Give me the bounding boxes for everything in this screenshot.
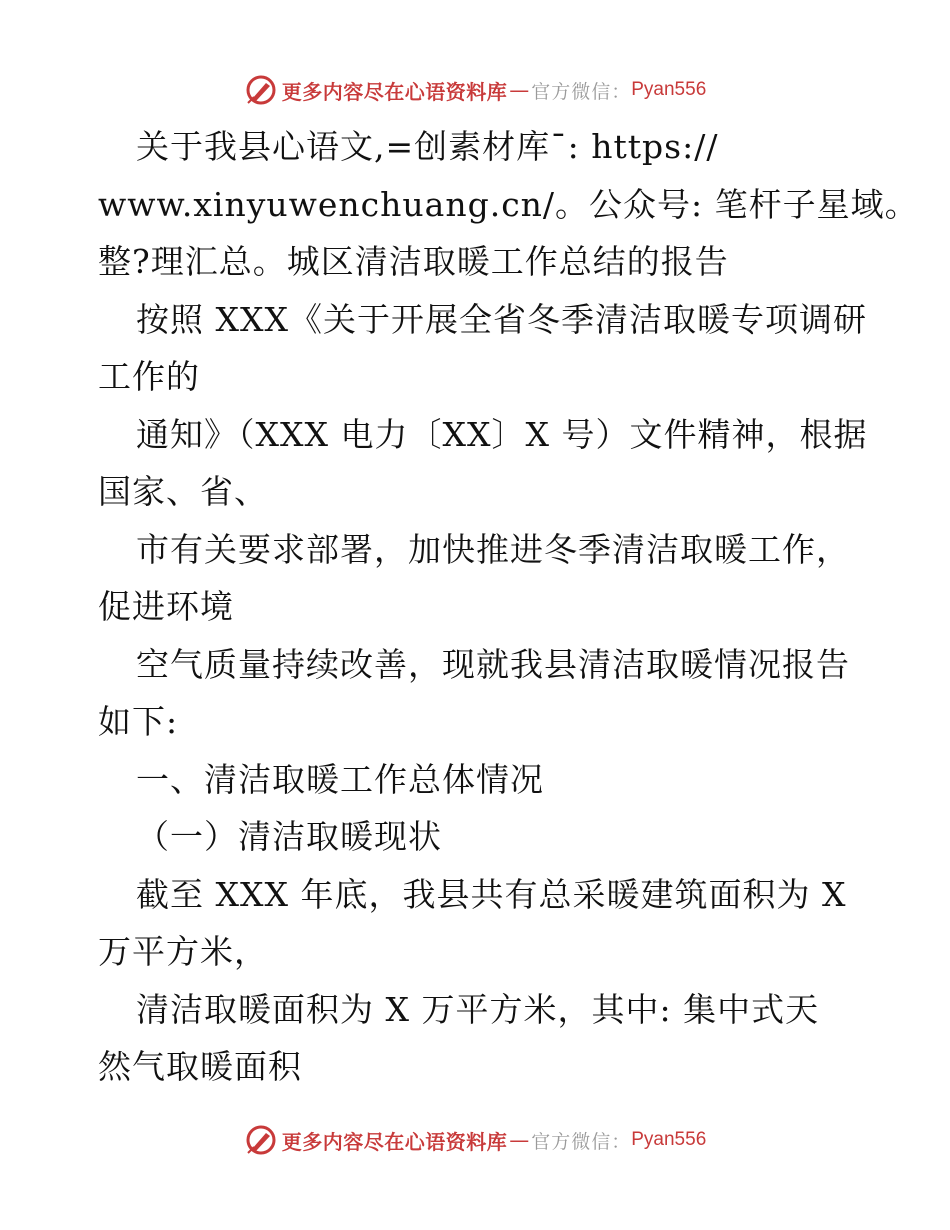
header-banner [0, 70, 950, 110]
banner-separator: — [509, 1128, 530, 1152]
document-body [98, 118, 919, 1096]
pen-circle-logo-icon [244, 1123, 278, 1157]
subsection-heading: （一）清洁取暖现状 [136, 817, 442, 856]
banner-contact-handle: Pyan556 [631, 79, 707, 100]
banner-slogan: 更多内容尽在心语资料库 [281, 1129, 508, 1154]
doc-line: 万平方米， [98, 932, 268, 971]
doc-line: 然气取暖面积 [98, 1047, 302, 1086]
banner-slogan: 更多内容尽在心语资料库 [281, 79, 508, 104]
banner-contact-handle: Pyan556 [631, 1129, 707, 1150]
pen-circle-logo-icon [244, 73, 278, 107]
doc-line: 国家、省、 [98, 472, 268, 511]
doc-line: 工作的 [98, 357, 200, 396]
banner-contact-label: 官方微信： [531, 80, 632, 103]
doc-line: 截至 XXX 年底，我县共有总采暖建筑面积为 X [136, 874, 847, 914]
footer-banner [0, 1120, 950, 1160]
banner-contact-label: 官方微信： [531, 1130, 632, 1153]
doc-line: www.xinyuwenchuang.cn/。公众号: 笔杆子星域。 [98, 184, 919, 224]
doc-line: 整?理汇总。城区清洁取暖工作总结的报告 [98, 242, 729, 281]
banner-separator: — [509, 78, 530, 102]
doc-line: 如下: [98, 702, 179, 741]
doc-line: 通知》（XXX 电力〔XX〕X 号）文件精神，根据 [136, 414, 868, 454]
doc-line: 清洁取暖面积为 X 万平方米，其中: 集中式天 [136, 989, 820, 1029]
doc-line: 促进环境 [98, 587, 234, 626]
doc-line: 空气质量持续改善，现就我县清洁取暖情况报告 [136, 644, 850, 684]
doc-line: 市有关要求部署，加快推进冬季清洁取暖工作， [136, 529, 850, 569]
section-heading: 一、清洁取暖工作总体情况 [136, 759, 544, 799]
doc-line: 按照 XXX《关于开展全省冬季清洁取暖专项调研 [136, 299, 867, 339]
doc-line: 关于我县心语文,=创素材库¯: https:// [136, 127, 719, 166]
